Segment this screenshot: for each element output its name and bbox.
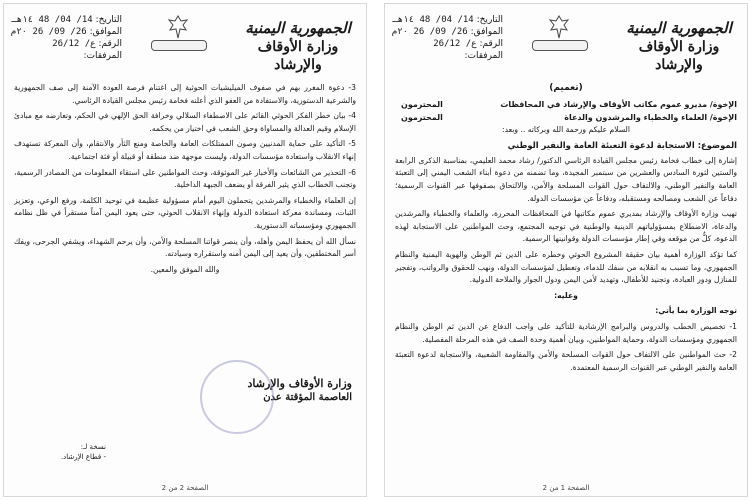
closing-line: والله الموفق والمعين.: [150, 264, 220, 274]
republic-name: الجمهورية اليمنية: [626, 19, 732, 37]
eagle-icon: [548, 14, 570, 40]
paragraph: تهيب وزارة الأوقاف والإرشاد بمديري عموم مكاتبها في المحافظات المحررة، والعلماء والخطباء والمرشدين والدعاة، الاضطلاع بمسؤولياتهم الدينية والوطنية في توجيه المجتمع، وحث المواطنين على الاستجابة لهذه الدعوة، كلٌّ من موقعه وفي إطار مؤسسات الدولة وقوانينها الرسمية.: [395, 209, 737, 244]
addressee-line: [395, 98, 737, 111]
number-label: الرقم:: [98, 39, 122, 49]
official-stamp: [200, 360, 274, 434]
paragraph: إن العلماء والخطباء والمرشدين يتحملون اليوم أمام مسؤولية عظيمة في توحيد الكلمة، ورفع الوعي، وتعزيز الثبات، ومساندة معركة استعادة الدولة وإنهاء الانقلاب الحوثي، حتى يعود اليمن آمناً مستقراً في ظل نظامه الجمهوري ومؤسساته الدستورية.: [14, 195, 356, 230]
paragraph: نسأل الله أن يحفظ اليمن وأهله، وأن ينصر قواتنا المسلحة والأمن، وأن يرحم الشهداء، ويشفي الجرحى، ويفك أسر المختطفين، وأن يعيد إلى اليمن أمنه واستقراره وسيادته.: [14, 236, 356, 259]
yemen-emblem-icon: [530, 10, 588, 62]
date-value: 14/ 04/ 48 ١٤هـ: [11, 15, 93, 25]
paragraph: إشارة إلى خطاب فخامة رئيس مجلس القيادة الرئاسي الدكتور/ رشاد محمد العليمي، بمناسبة الذكرى الرابعة والستين لثورة السادس والعشرين من سبتمبر المجيدة، وما تضمنه من دعوة أبناء الشعب اليمني إلى التعبئة العامة والنفير الوطني، والالتفاف حول القوات المسلحة والأمن، والالتحاق بصفوفها عبر القنوات الرسمية؛ دفاعاً عن الشعب ومصالحه ومستقبله، ودفاعاً عن مؤسسات الدولة.: [395, 155, 737, 203]
attachments-label: المرفقات:: [83, 51, 122, 61]
document-page-2: [3, 3, 367, 497]
signature-title: وزارة الأوقاف والإرشاد: [247, 377, 352, 390]
republic-name: الجمهورية اليمنية: [245, 19, 351, 37]
paragraph: 5- التأكيد على حماية المدنيين وصون الممتلكات العامة والخاصة ومنع الثأر والانتقام، وأن المعركة تستهدف إنهاء الانقلاب واستعادة مؤسسات الدولة، وليست موجهة ضد منطقة أو قبيلة أو فئة اجتماعية.: [14, 139, 356, 161]
number-value: ع/ 26/12: [52, 39, 96, 49]
addressee-line: [395, 111, 737, 124]
directive-intro: توجه الوزارة بما يأتي:: [655, 306, 737, 316]
ministry-heading: [619, 18, 739, 74]
letter-body: [395, 82, 737, 478]
document-page-1: [384, 3, 748, 497]
copy-to-block: [16, 442, 106, 462]
addressee-honorific: المحترمون: [401, 112, 443, 122]
attachments-label: المرفقات:: [464, 51, 503, 61]
ministry-name: وزارة الأوقاف والإرشاد: [257, 39, 339, 73]
copy-to-item: - قطاع الإرشاد.: [60, 453, 106, 461]
corresponding-label: الموافق:: [89, 27, 122, 37]
paragraph: كما تؤكد الوزارة أهمية بيان حقيقة المشروع الحوثي وخطره على الدين ثم الوطن والهوية اليمنية والنظام الجمهوري، وما تسبب به انقلابه من سفك للدماء، وتعطيل لمؤسسات الدولة، ونهب للحقوق والرواتب، وتفجير للمنازل ودور العبادة، وتجنيد للأطفال، وتهديد لأمن اليمن ودول الجوار والملاحة الدولية.: [395, 249, 737, 285]
date-label: التاريخ:: [476, 15, 503, 25]
paragraph: 3- دعوة المغرر بهم في صفوف الميليشيات الحوثية إلى اغتنام فرصة العودة الآمنة إلى صف الجمهورية والشرعية الدستورية، والاستفادة من العفو الذي أعلنه فخامة رئيس مجلس القيادة الرئاسي.: [14, 83, 356, 105]
circular-heading: (تعميم): [549, 83, 583, 93]
emblem-banner: [532, 40, 588, 51]
ministry-name: وزارة الأوقاف والإرشاد: [638, 39, 720, 73]
letter-body: [14, 82, 356, 376]
conclusion-heading: وعليه:: [554, 290, 578, 300]
eagle-icon: [167, 14, 189, 40]
letterhead: [4, 4, 366, 74]
page-footer: الصفحة 2 من 2: [161, 484, 209, 492]
directive-item: 1- تخصيص الخطب والدروس والبرامج الإرشادية للتأكيد على واجب الدفاع عن الدين ثم الوطن والنظام الجمهوري ومؤسسات الدولة، وحماية المواطنين، وبيان أهمية وحدة الصف في هذه المرحلة المفصلية.: [395, 321, 737, 344]
letterhead: [385, 4, 747, 74]
reference-block: [393, 14, 503, 62]
subject-line: الموضوع: الاستجابة لدعوة التعبئة العامة والنفير الوطني: [507, 140, 737, 151]
date-value: 14/ 04/ 48 ١٤هـ: [392, 15, 474, 25]
paragraph: 4- بيان خطر الفكر الحوثي القائم على الاصطفاء السلالي وخرافة الحق الإلهي في الحكم، وتعارضه مع مبادئ الإسلام وقيم العدالة والمساواة وحق الشعب في اختيار من يحكمه.: [14, 111, 356, 133]
greeting: السلام عليكم ورحمة الله وبركاته .. وبعد:: [502, 124, 630, 134]
number-value: ع/ 26/12: [433, 39, 477, 49]
reference-block: [12, 14, 122, 62]
number-label: الرقم:: [479, 39, 503, 49]
emblem-banner: [151, 40, 207, 51]
ministry-heading: [238, 18, 358, 74]
copy-to-title: نسخة لـ:: [80, 443, 106, 451]
page-footer: الصفحة 1 من 2: [542, 484, 590, 492]
yemen-emblem-icon: [149, 10, 207, 62]
date-label: التاريخ:: [95, 15, 122, 25]
addressee-text: الإخوة/ العلماء والخطباء والمرشدون والدعاة: [564, 112, 737, 122]
paragraph: 6- التحذير من الشائعات والأخبار غير الموثوقة، وحث المواطنين على استقاء المعلومات من المصادر الرسمية، وتجنب الخطاب الذي يثير الفرقة أو يضعف الجبهة الداخلية.: [14, 167, 356, 190]
addressee-text: الإخوة/ مديرو عموم مكاتب الأوقاف والإرشاد في المحافظات: [500, 99, 737, 109]
signature-subtitle: العاصمة المؤقتة عدن: [263, 392, 352, 403]
addressee-honorific: المحترمون: [401, 99, 443, 109]
corresponding-label: الموافق:: [470, 27, 503, 37]
corresponding-value: 26/ 09/ 26 ٢٠م: [391, 27, 468, 37]
directive-item: 2- حث المواطنين على الالتفاف حول القوات المسلحة والأمن والمقاومة الشعبية، والاستجابة لدعوة التعبئة العامة والنفير الوطني عبر القنوات الرسمية المعتمدة.: [395, 350, 737, 372]
corresponding-value: 26/ 09/ 26 ٢٠م: [10, 27, 87, 37]
